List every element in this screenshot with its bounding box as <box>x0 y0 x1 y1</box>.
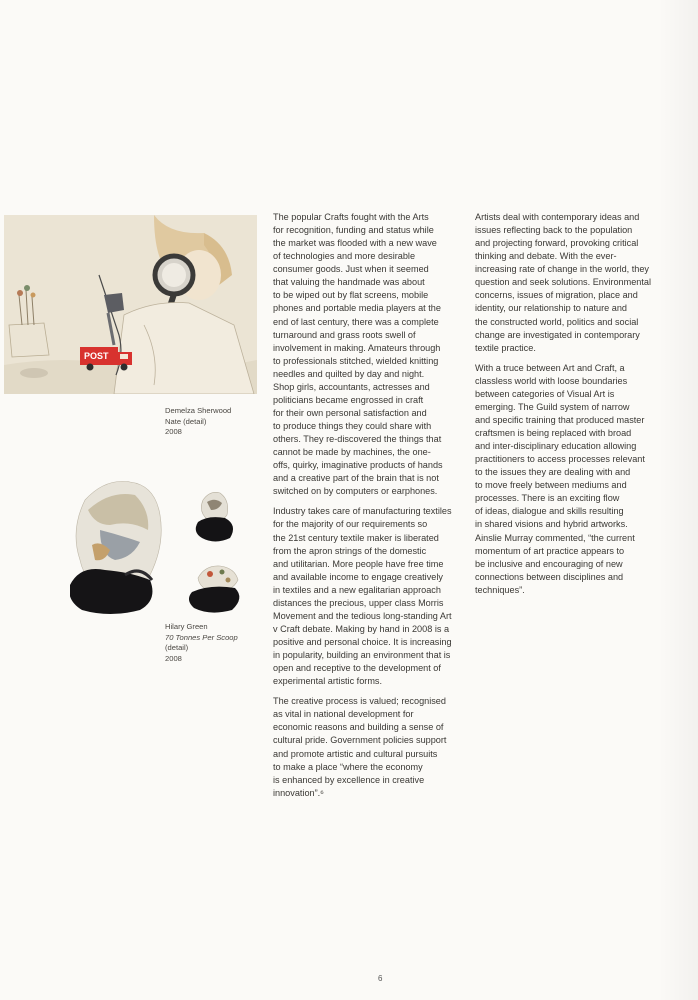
text-line: Artists deal with contemporary ideas and <box>475 212 640 222</box>
text-line: to the issues they are dealing with and <box>475 467 631 478</box>
text-line: momentum of art practice appears to <box>475 545 625 556</box>
textile-sculpture-icon <box>70 470 255 620</box>
text-line: economic reasons and building a sense of <box>273 722 444 733</box>
text-line: for their own personal satisfaction and <box>273 407 427 418</box>
text-column-1 <box>273 211 467 807</box>
text-line: and available income to engage creatively <box>273 571 443 582</box>
body-paragraph <box>273 211 467 498</box>
text-line: phones and portable media players at the <box>273 303 441 314</box>
text-line: identity, our relationship to nature and <box>475 303 628 314</box>
figure-illustration-nate <box>4 215 257 394</box>
text-line: switched on by computers or earphones. <box>273 486 438 497</box>
text-line: end of last century, there was a complete <box>273 316 439 327</box>
text-line: in popularity, building an environment that is <box>273 650 451 661</box>
text-line: of technologies and more desirable <box>273 251 416 262</box>
caption-detail: (detail) <box>165 643 189 652</box>
text-line: increasing rate of change in the world, they <box>475 264 649 275</box>
text-line: needles and quilted by day and night. <box>273 368 425 379</box>
text-line: The creative process is valued; recognised <box>273 696 446 707</box>
text-line: cultural pride. Government policies support <box>273 735 447 746</box>
text-line: cannot be made by machines, the one- <box>273 447 431 458</box>
text-line: turnaround and grass roots swell of <box>273 329 416 340</box>
text-line: positive and personal choice. It is increasing <box>273 637 452 647</box>
text-line: question and seek solutions. Environmental <box>475 277 652 288</box>
text-line: textile practice. <box>475 342 536 353</box>
caption-artist: Demelza Sherwood <box>165 406 232 415</box>
text-line: open and receptive to the development of <box>273 663 441 674</box>
van-post-label: POST <box>84 351 109 361</box>
page-edge-shadow <box>658 0 698 1000</box>
text-line: between categories of Visual Art is <box>475 388 615 399</box>
text-line: and specific training that produced master <box>475 414 645 425</box>
text-line: concerns, issues of migration, place and <box>475 290 638 301</box>
text-line: in textiles and a new egalitarian approach <box>273 584 441 595</box>
caption-figure-1 <box>165 406 231 438</box>
caption-figure-2 <box>165 622 238 664</box>
text-line: Shop girls, accountants, actresses and <box>273 381 430 392</box>
text-line: change are investigated in contemporary <box>475 329 640 340</box>
text-line: craftsmen is being replaced with broad <box>475 428 632 438</box>
text-line: Industry takes care of manufacturing textiles <box>273 506 452 517</box>
text-line: Movement and the tedious long-standing Art <box>273 610 452 621</box>
text-line: the 21st century textile maker is liberated <box>273 532 439 543</box>
text-line: The popular Crafts fought with the Arts <box>273 212 429 222</box>
text-line: innovation”.⁶ <box>273 787 324 798</box>
text-line: to professionals stitched, wielded knitting <box>273 355 439 366</box>
text-line: experimental artistic forms. <box>273 676 383 687</box>
text-line: With a truce between Art and Craft, a <box>475 362 625 373</box>
caption-title: Nate (detail) <box>165 416 207 426</box>
body-paragraph <box>273 505 467 688</box>
text-line: to be wiped out by flat screens, mobile <box>273 290 429 301</box>
body-paragraph <box>475 211 663 355</box>
text-line: and a creative part of the brain that is not <box>273 473 439 484</box>
caption-artist: Hilary Green <box>165 622 208 631</box>
text-line: others. They re-discovered the things that <box>273 434 442 445</box>
text-line: Ainslie Murray commented, “the current <box>475 532 635 543</box>
text-line: techniques”. <box>475 584 525 595</box>
caption-year: 2008 <box>165 427 182 436</box>
text-line: and inter-disciplinary education allowing <box>475 441 637 452</box>
text-column-2 <box>475 211 663 604</box>
text-line: and promote artistic and cultural pursuits <box>273 748 438 759</box>
text-line: thinking and debate. With the ever- <box>475 251 617 262</box>
text-line: to make a place “where the economy <box>273 761 423 772</box>
text-line: for the majority of our requirements so <box>273 519 428 530</box>
text-line: politicians became engrossed in craft <box>273 394 424 405</box>
text-line: and projecting forward, provoking critical <box>475 238 639 249</box>
text-line: offs, quirky, imaginative products of hands <box>273 460 443 471</box>
text-line: from the apron strings of the domestic <box>273 545 427 556</box>
text-line: distances the precious, upper class Morris <box>273 597 444 608</box>
text-line: of ideas, dialogue and skills resulting <box>475 506 624 517</box>
text-line: as vital in national development for <box>273 709 414 720</box>
text-line: v Craft debate. Making by hand in 2008 is a <box>273 623 450 634</box>
body-paragraph <box>273 695 467 800</box>
text-line: that valuing the handmade was about <box>273 277 425 288</box>
text-line: to move freely between mediums and <box>475 480 627 491</box>
illustration-drawing-icon <box>4 215 257 394</box>
text-line: the market was flooded with a new wave <box>273 238 437 249</box>
text-line: involvement in making. Amateurs through <box>273 342 441 353</box>
text-line: connections between disciplines and <box>475 571 624 582</box>
text-line: practitioners to access processes relevant <box>475 454 645 465</box>
text-line: to produce things they could share with <box>273 421 432 431</box>
caption-year: 2008 <box>165 653 182 663</box>
text-line: for recognition, funding and status while <box>273 225 434 236</box>
caption-title: 70 Tonnes Per Scoop <box>165 632 238 642</box>
body-paragraph <box>475 362 663 597</box>
text-line: the constructed world, politics and social <box>475 316 639 327</box>
text-line: in shared visions and hybrid artworks. <box>475 519 628 530</box>
page-number: 6 <box>378 974 383 983</box>
text-line: is enhanced by excellence in creative <box>273 774 425 785</box>
text-line: classless world with loose boundaries <box>475 375 628 386</box>
text-line: and utilitarian. More people have free time <box>273 558 444 569</box>
text-line: consumer goods. Just when it seemed <box>273 264 429 275</box>
text-line: emerging. The Guild system of narrow <box>475 401 630 412</box>
text-line: be inclusive and encouraging of new <box>475 558 623 569</box>
text-line: issues reflecting back to the population <box>475 225 633 236</box>
text-line: processes. There is an exciting flow <box>475 493 620 504</box>
